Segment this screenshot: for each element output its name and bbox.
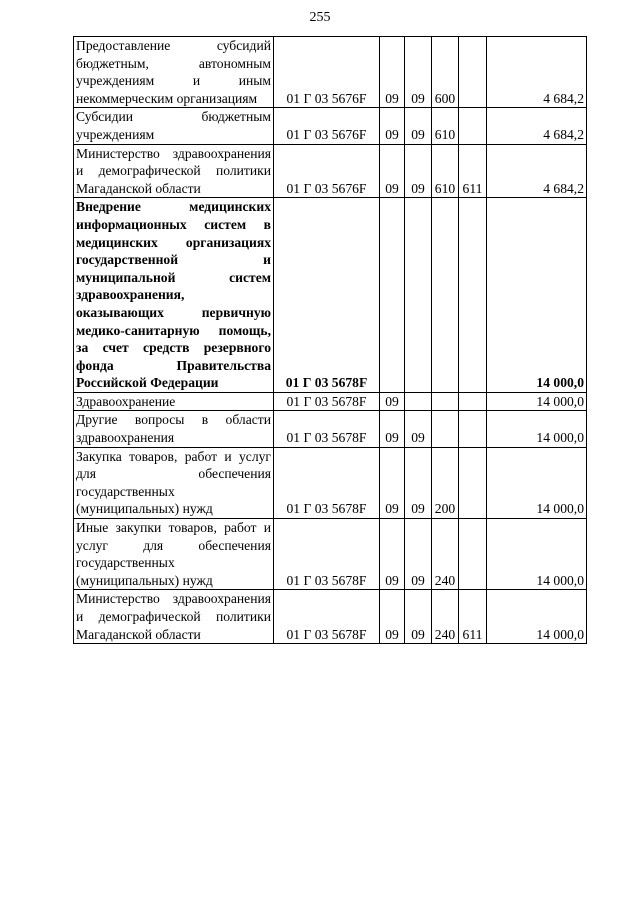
cell-vr (432, 198, 459, 393)
cell-ved (459, 519, 487, 590)
cell-code: 01 Г 03 5678F (274, 447, 380, 518)
cell-ved: 611 (459, 590, 487, 644)
cell-pr: 09 (405, 108, 432, 144)
cell-ved (459, 108, 487, 144)
page-number: 255 (309, 10, 331, 25)
cell-ved (459, 447, 487, 518)
table-row (74, 447, 587, 518)
cell-ved (459, 411, 487, 447)
cell-sum: 4 684,2 (487, 108, 587, 144)
cell-code: 01 Г 03 5676F (274, 144, 380, 198)
cell-name: Иные закупки товаров, работ и услуг для обеспечения государственных (муниципальных) нужд (74, 519, 274, 590)
cell-vr: 200 (432, 447, 459, 518)
cell-sum: 14 000,0 (487, 392, 587, 411)
cell-name: Другие вопросы в области здравоохранения (74, 411, 274, 447)
cell-rz: 09 (380, 590, 405, 644)
cell-name: Предоставление субсидий бюджетным, автономным учреждениям и иным некоммерческим организациям (74, 37, 274, 108)
cell-pr: 09 (405, 447, 432, 518)
cell-vr: 240 (432, 590, 459, 644)
cell-sum: 14 000,0 (487, 447, 587, 518)
cell-rz (380, 198, 405, 393)
cell-vr: 610 (432, 144, 459, 198)
cell-pr: 09 (405, 590, 432, 644)
cell-sum: 14 000,0 (487, 590, 587, 644)
cell-pr: 09 (405, 411, 432, 447)
table-row (74, 198, 587, 393)
cell-rz: 09 (380, 108, 405, 144)
cell-name: Внедрение медицинских информационных систем в медицинских организациях государственной и муниципальной систем здравоохранения, оказывающих первичную медико-санитарную помощь, за счет средств резервного фонда Правительства Российской Федерации (74, 198, 274, 393)
cell-name: Субсидии бюджетным учреждениям (74, 108, 274, 144)
cell-rz: 09 (380, 392, 405, 411)
cell-vr (432, 411, 459, 447)
table-row (74, 144, 587, 198)
cell-pr (405, 198, 432, 393)
cell-vr: 610 (432, 108, 459, 144)
cell-pr (405, 392, 432, 411)
cell-sum: 14 000,0 (487, 519, 587, 590)
cell-code: 01 Г 03 5676F (274, 108, 380, 144)
cell-pr: 09 (405, 519, 432, 590)
cell-name: Министерство здравоохранения и демографической политики Магаданской области (74, 590, 274, 644)
cell-pr: 09 (405, 37, 432, 108)
cell-vr: 240 (432, 519, 459, 590)
table-row (74, 392, 587, 411)
cell-sum: 4 684,2 (487, 37, 587, 108)
cell-rz: 09 (380, 411, 405, 447)
table-row (74, 37, 587, 108)
cell-code: 01 Г 03 5678F (274, 519, 380, 590)
cell-ved (459, 198, 487, 393)
cell-ved: 611 (459, 144, 487, 198)
table-row (74, 519, 587, 590)
cell-rz: 09 (380, 37, 405, 108)
cell-code: 01 Г 03 5678F (274, 392, 380, 411)
cell-ved (459, 392, 487, 411)
table-row (74, 108, 587, 144)
cell-sum: 14 000,0 (487, 198, 587, 393)
cell-vr (432, 392, 459, 411)
cell-rz: 09 (380, 144, 405, 198)
cell-pr: 09 (405, 144, 432, 198)
cell-ved (459, 37, 487, 108)
cell-code: 01 Г 03 5676F (274, 37, 380, 108)
table-row (74, 411, 587, 447)
cell-sum: 14 000,0 (487, 411, 587, 447)
cell-code: 01 Г 03 5678F (274, 590, 380, 644)
budget-table (73, 36, 587, 644)
cell-code: 01 Г 03 5678F (274, 411, 380, 447)
cell-code: 01 Г 03 5678F (274, 198, 380, 393)
cell-rz: 09 (380, 519, 405, 590)
cell-rz: 09 (380, 447, 405, 518)
cell-sum: 4 684,2 (487, 144, 587, 198)
cell-name: Министерство здравоохранения и демографической политики Магаданской области (74, 144, 274, 198)
cell-name: Здравоохранение (74, 392, 274, 411)
cell-name: Закупка товаров, работ и услуг для обеспечения государственных (муниципальных) нужд (74, 447, 274, 518)
table-row (74, 590, 587, 644)
cell-vr: 600 (432, 37, 459, 108)
